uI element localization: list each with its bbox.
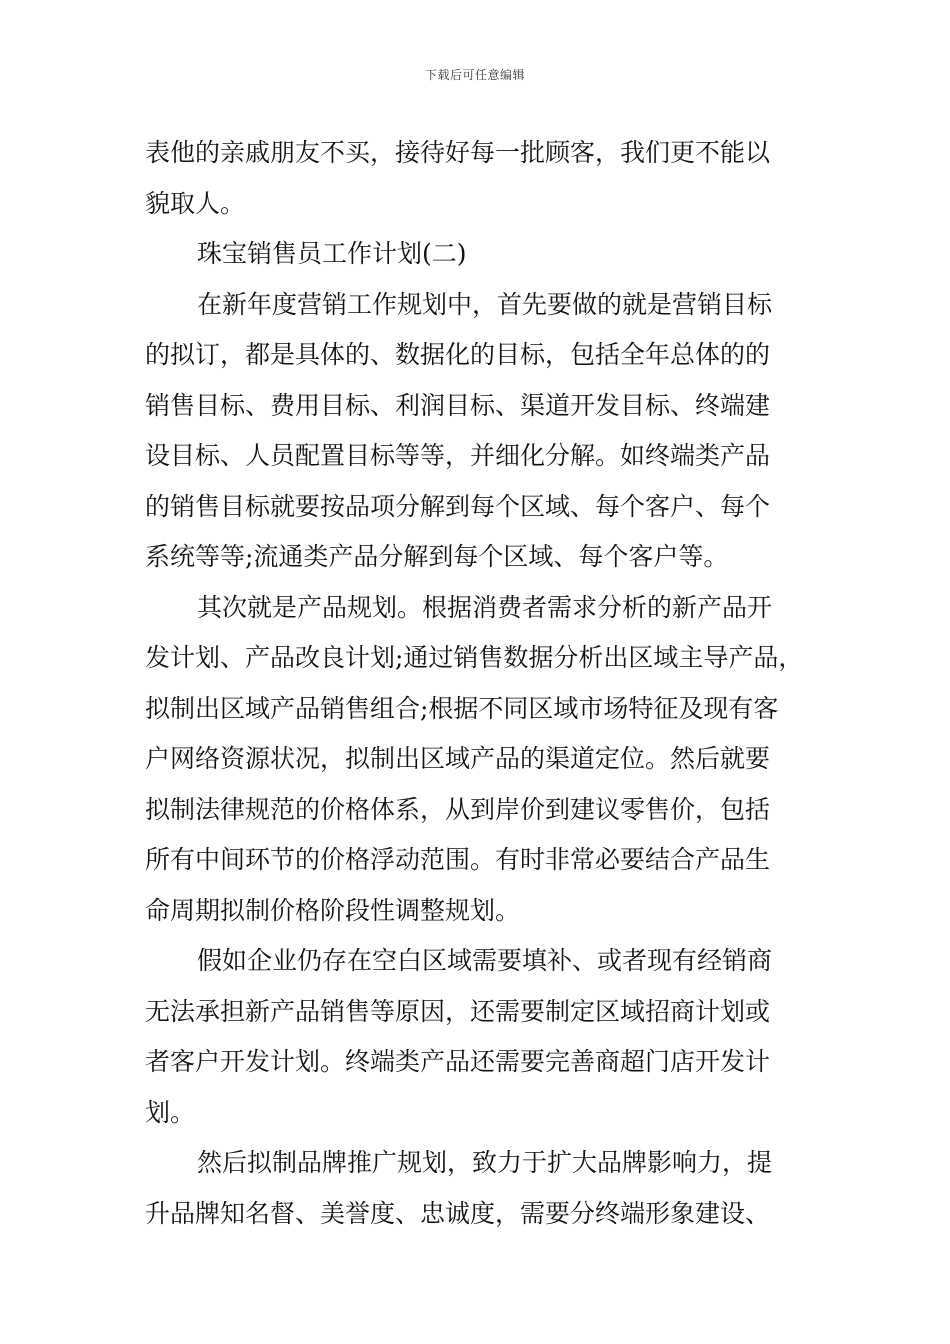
text-line: 貌取人。 — [145, 188, 246, 218]
text-line: 所有中间环节的价格浮动范围。有时非常必要结合产品生 — [145, 845, 771, 874]
text-line: 然后拟制品牌推广规划，致力于扩大品牌影响力，提 — [197, 1148, 773, 1177]
text-line: 划。 — [145, 1097, 196, 1127]
text-line: 拟制出区域产品销售组合;根据不同区域市场特征及现有客 — [145, 693, 779, 723]
text-line: 无法承担新产品销售等原因，还需要制定区域招商计划或 — [145, 996, 771, 1026]
text-line: 户网络资源状况，拟制出区域产品的渠道定位。然后就要 — [145, 744, 771, 773]
text-line: 命周期拟制价格阶段性调整规划。 — [145, 895, 521, 925]
text-line: 拟制法律规范的价格体系，从到岸价到建议零售价，包括 — [145, 794, 771, 824]
page-header: 下载后可任意编辑 — [424, 68, 525, 82]
text-line: 的销售目标就要按品项分解到每个区域、每个客户、每个 — [145, 491, 771, 521]
text-line: 表他的亲戚朋友不买，接待好每一批顾客，我们更不能以 — [145, 138, 771, 167]
document-body — [145, 128, 810, 1239]
section-title: 珠宝销售员工作计划(二) — [197, 239, 467, 268]
text-line: 在新年度营销工作规划中，首先要做的就是营销目标 — [197, 289, 773, 319]
text-line: 系统等等;流通类产品分解到每个区域、每个客户等。 — [145, 542, 729, 571]
text-line: 的拟订，都是具体的、数据化的目标，包括全年总体的的 — [145, 340, 771, 369]
text-line: 升品牌知名督、美誉度、忠诚度，需要分终端形象建设、 — [145, 1198, 771, 1228]
text-line: 者客户开发计划。终端类产品还需要完善商超门店开发计 — [145, 1047, 771, 1076]
text-line: 假如企业仍存在空白区域需要填补、或者现有经销商 — [197, 946, 773, 975]
text-line: 发计划、产品改良计划;通过销售数据分析出区域主导产品， — [145, 643, 804, 672]
text-line: 销售目标、费用目标、利润目标、渠道开发目标、终端建 — [145, 390, 771, 420]
text-line: 设目标、人员配置目标等等，并细化分解。如终端类产品 — [145, 441, 771, 470]
text-line: 其次就是产品规划。根据消费者需求分析的新产品开 — [197, 592, 773, 622]
